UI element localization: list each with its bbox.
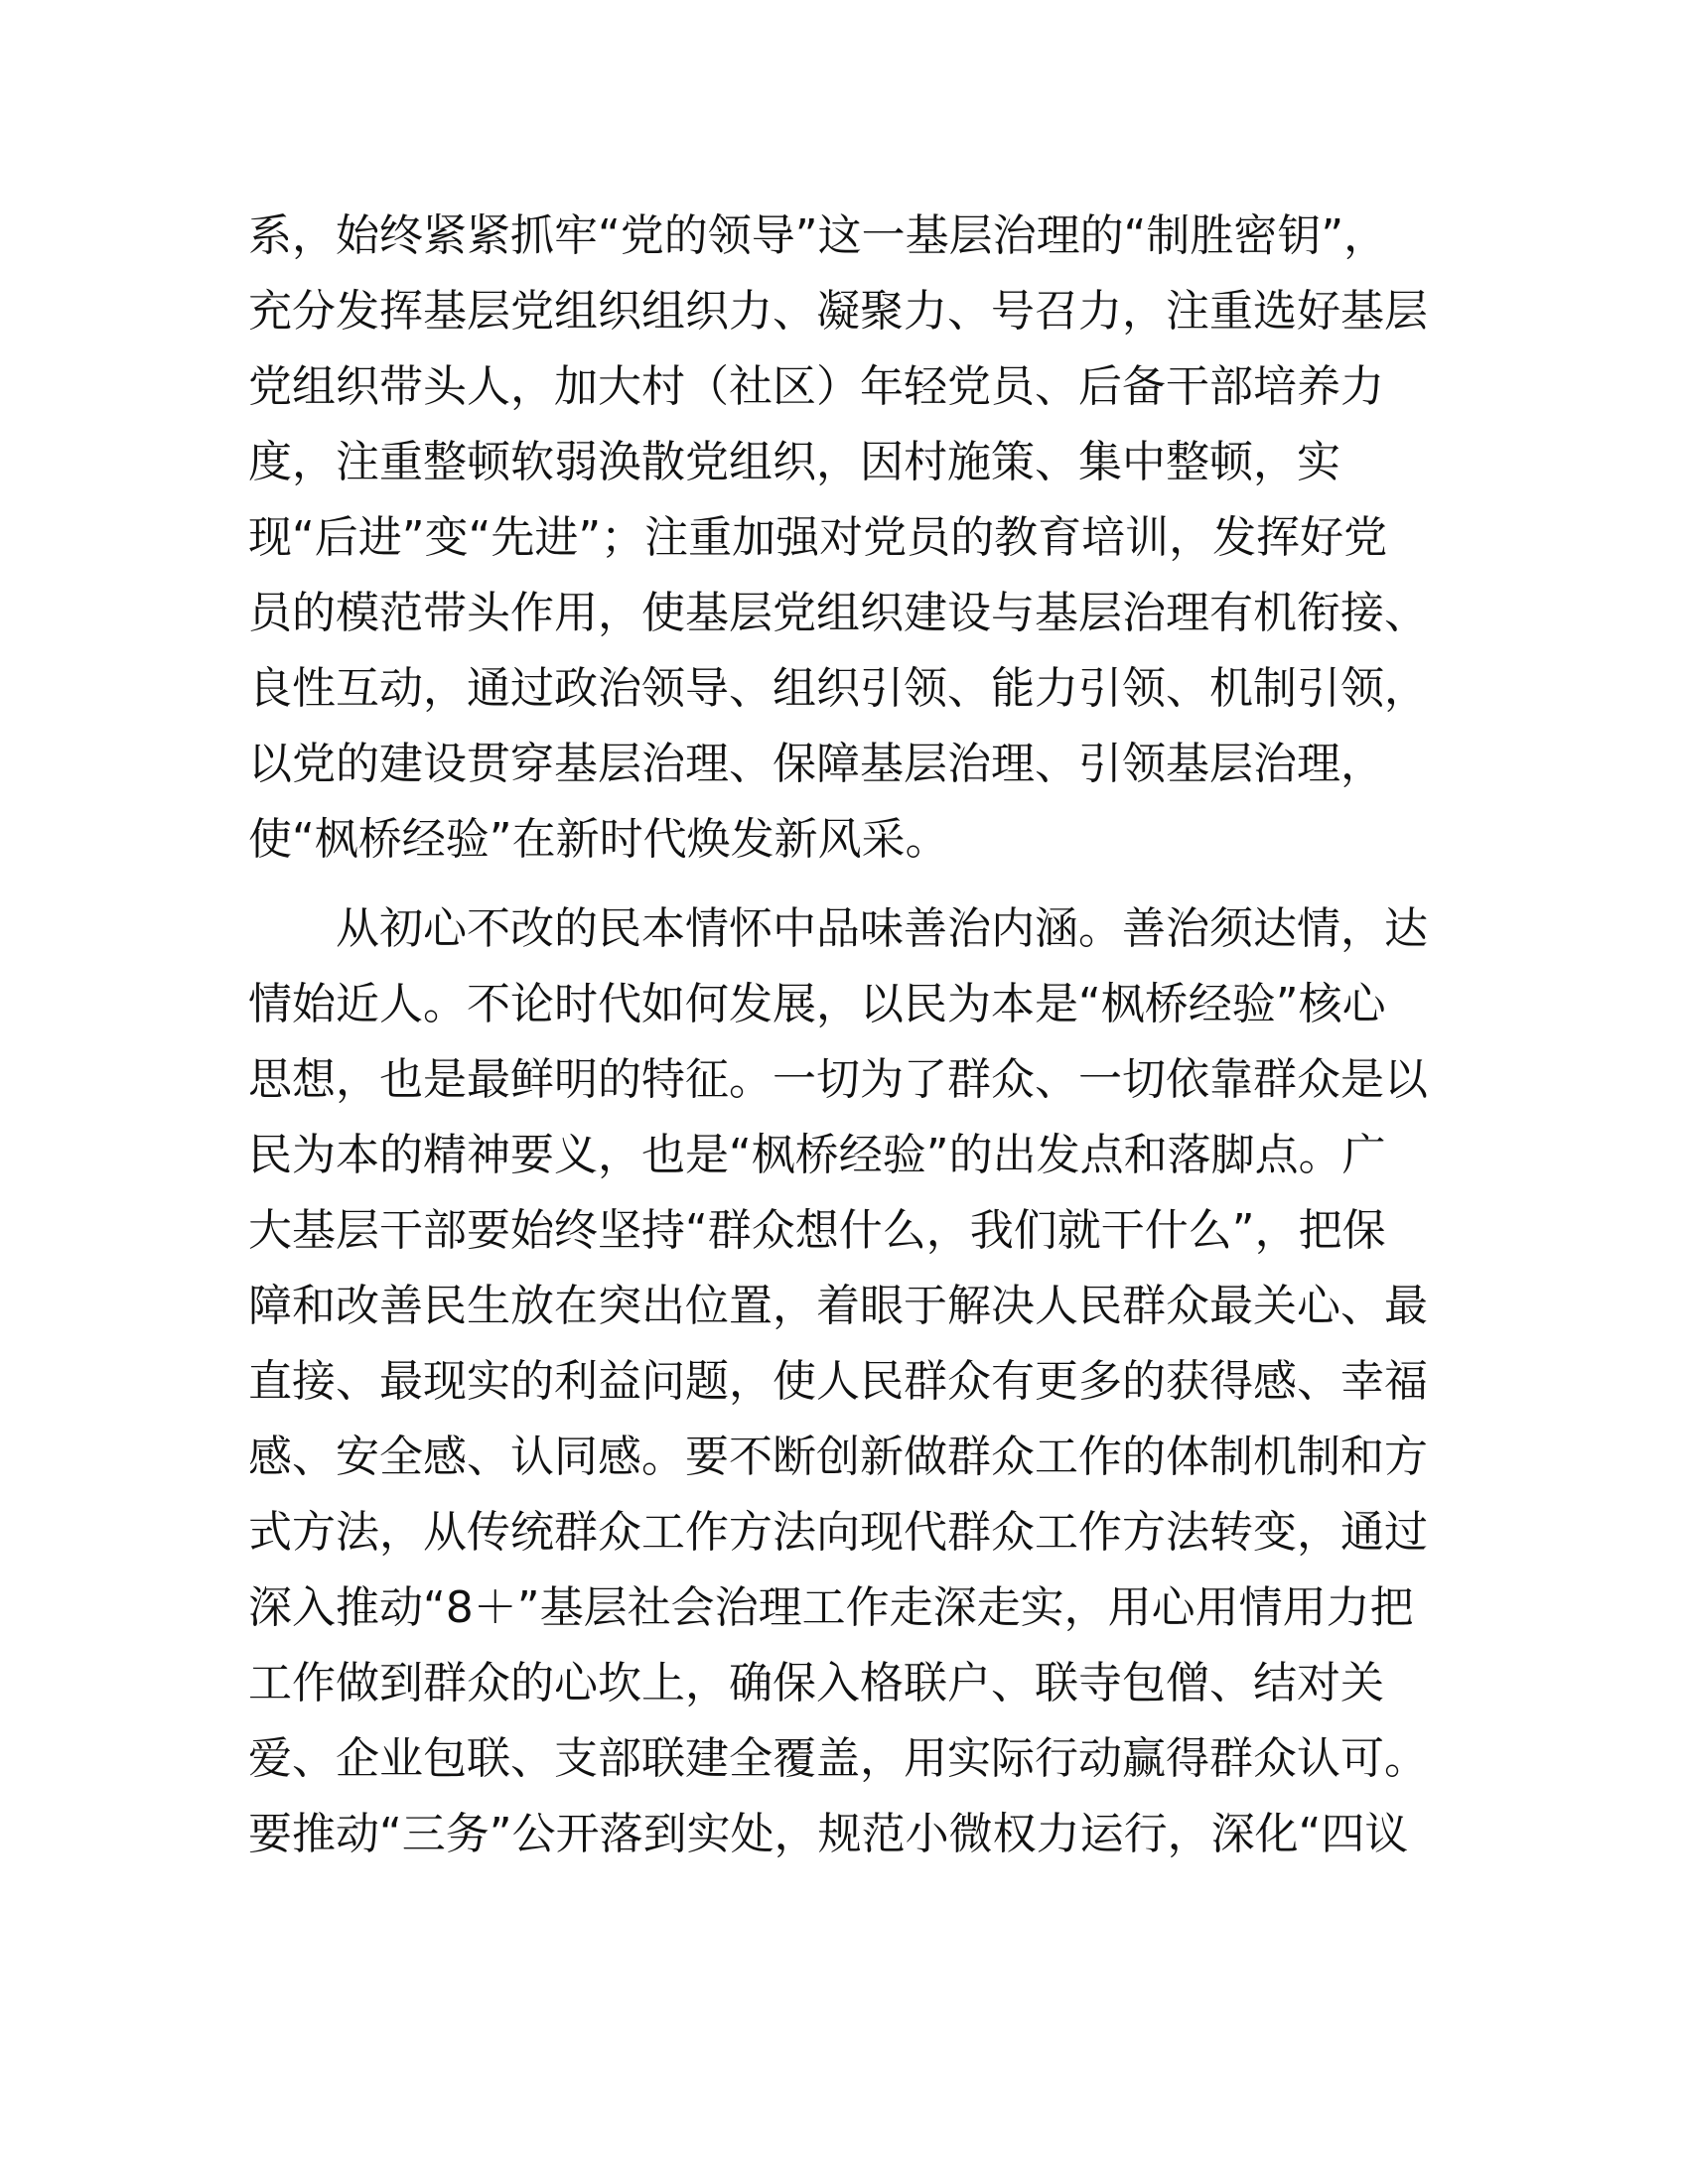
paragraph-2-line-6: 障和改善民生放在突出位置，着眼于解决人民群众最关心、最 bbox=[248, 1281, 1428, 1331]
paragraph-1-line-2: 充分发挥基层党组织组织力、凝聚力、号召力，注重选好基层 bbox=[248, 286, 1428, 337]
paragraph-2-line-3: 思想，也是最鲜明的特征。一切为了群众、一切依靠群众是以 bbox=[248, 1054, 1428, 1105]
paragraph-2-line-13: 要推动“三务”公开落到实处，规范小微权力运行，深化“四议 bbox=[248, 1809, 1409, 1859]
paragraph-1-line-4: 度，注重整顿软弱涣散党组织，因村施策、集中整顿，实 bbox=[248, 437, 1340, 487]
paragraph-2-line-1: 从初心不改的民本情怀中品味善治内涵。善治须达情，达 bbox=[336, 903, 1428, 954]
paragraph-2-line-8: 感、安全感、认同感。要不断创新做群众工作的体制机制和方 bbox=[248, 1432, 1428, 1482]
paragraph-1-line-6: 员的模范带头作用，使基层党组织建设与基层治理有机衔接、 bbox=[248, 588, 1428, 638]
paragraph-2-line-2: 情始近人。不论时代如何发展，以民为本是“枫桥经验”核心 bbox=[248, 979, 1386, 1029]
paragraph-2-line-12: 爱、企业包联、支部联建全覆盖，用实际行动赢得群众认可。 bbox=[248, 1733, 1428, 1784]
paragraph-2-line-10: 深入推动“8＋”基层社会治理工作走深走实，用心用情用力把 bbox=[248, 1582, 1414, 1633]
paragraph-2-line-4: 民为本的精神要义，也是“枫桥经验”的出发点和落脚点。广 bbox=[248, 1130, 1386, 1180]
paragraph-2-line-9: 式方法，从传统群众工作方法向现代群众工作方法转变，通过 bbox=[248, 1507, 1428, 1558]
paragraph-1-line-9: 使“枫桥经验”在新时代焕发新风采。 bbox=[248, 814, 949, 865]
paragraph-2-line-11: 工作做到群众的心坎上，确保入格联户、联寺包僧、结对关 bbox=[248, 1658, 1384, 1708]
paragraph-1-line-1: 系，始终紧紧抓牢“党的领导”这一基层治理的“制胜密钥”， bbox=[248, 210, 1388, 261]
paragraph-1-line-5: 现“后进”变“先进”；注重加强对党员的教育培训，发挥好党 bbox=[248, 512, 1388, 563]
paragraph-2-line-7: 直接、最现实的利益问题，使人民群众有更多的获得感、幸福 bbox=[248, 1356, 1428, 1407]
paragraph-2-line-5: 大基层干部要始终坚持“群众想什么，我们就干什么”，把保 bbox=[248, 1205, 1386, 1256]
paragraph-1-line-8: 以党的建设贯穿基层治理、保障基层治理、引领基层治理， bbox=[248, 739, 1384, 789]
paragraph-1-line-3: 党组织带头人，加大村（社区）年轻党员、后备干部培养力 bbox=[248, 361, 1384, 412]
paragraph-1-line-7: 良性互动，通过政治领导、组织引领、能力引领、机制引领， bbox=[248, 663, 1428, 714]
